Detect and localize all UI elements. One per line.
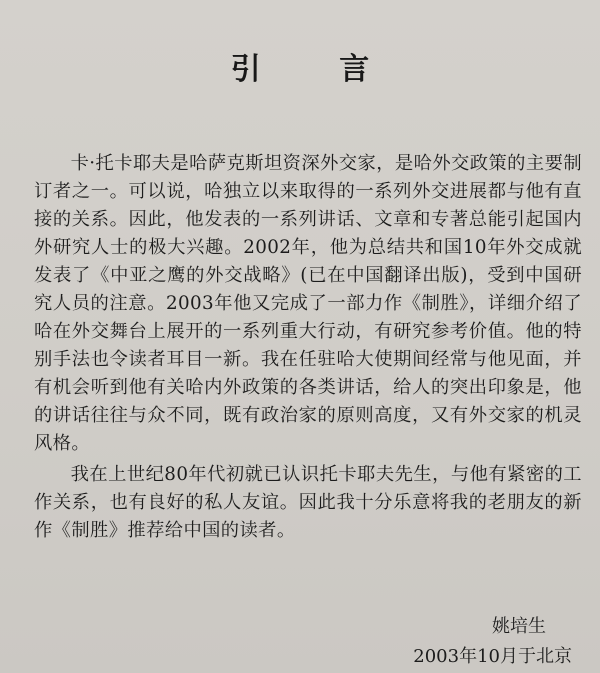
date-place: 2003年10月于北京	[413, 646, 572, 667]
paragraph-1: 卡·托卡耶夫是哈萨克斯坦资深外交家，是哈外交政策的主要制订者之一。可以说，哈独立以来取得的一系列外交进展都与他有直接的关系。因此，他发表的一系列讲话、文章和专著总能引起国内外研究人士的极大兴趣。2002年，他为总结共和国10年外交成就发表了《中亚之鹰的外交战略》(已在中国翻译出版)，受到中国研究人员的注意。2003年他又完成了一部力作《制胜》，详细介绍了哈在外交舞台上展开的一系列重大行动，有研究参考价值。他的特别手法也令读者耳目一新。我在任驻哈大使期间经常与他见面，并有机会听到他有关哈内外政策的各类讲话，给人的突出印象是，他的讲话往往与众不同，既有政治家的原则高度，又有外交家的机灵风格。	[34, 153, 582, 454]
signature-block	[413, 612, 572, 672]
body-text	[34, 150, 582, 548]
author-name: 姚培生	[492, 616, 546, 637]
paragraph-2: 我在上世纪80年代初就已认识托卡耶夫先生，与他有紧密的工作关系，也有良好的私人友谊。因此我十分乐意将我的老朋友的新作《制胜》推荐给中国的读者。	[34, 464, 582, 541]
page-title: 引 言	[230, 52, 404, 87]
